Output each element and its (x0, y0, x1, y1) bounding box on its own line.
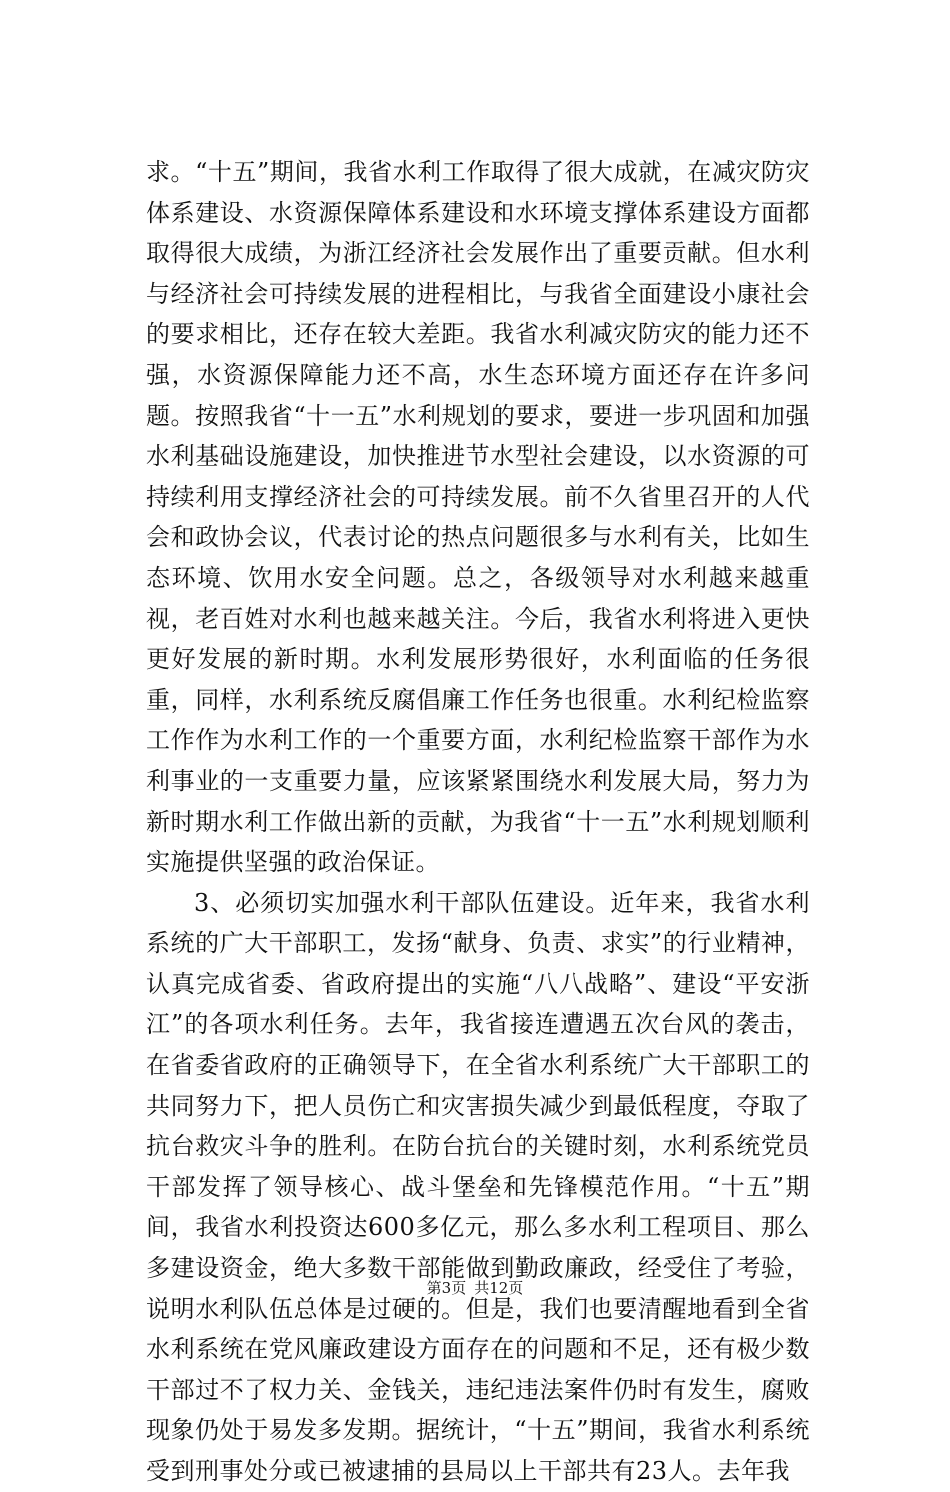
page-number: 第3页 (426, 1279, 467, 1297)
page-footer (0, 1278, 950, 1298)
page-total: 共12页 (474, 1279, 524, 1297)
paragraph-section-3: 3、必须切实加强水利干部队伍建设。近年来，我省水利系统的广大干部职工，发扬“献身、负责、求实”的行业精神，认真完成省委、省政府提出的实施“八八战略”、建设“平安浙江”的各项水利任务。去年，我省接连遭遇五次台风的袭击，在省委省政府的正确领导下，在全省水利系统广大干部职工的共同努力下，把人员伤亡和灾害损失减少到最低程度，夺取了抗台救灾斗争的胜利。在防台抗台的关键时刻，水利系统党员干部发挥了领导核心、战斗堡垒和先锋模范作用。“十五”期间，我省水利投资达600多亿元，那么多水利工程项目、那么多建设资金，绝大多数干部能做到勤政廉政，经受住了考验，说明水利队伍总体是过硬的。但是，我们也要清醒地看到全省水利系统在党风廉政建设方面存在的问题和不足，还有极少数干部过不了权力关、金钱关，违纪违法案件仍时有发生，腐败现象仍处于易发多发期。据统计，“十五”期间，我省水利系统受到刑事处分或已被逮捕的县局以上干部共有23人。去年我 (146, 888, 810, 1485)
paragraph-continued: 求。“十五”期间，我省水利工作取得了很大成就，在减灾防灾体系建设、水资源保障体系建设和水环境支撑体系建设方面都取得很大成绩，为浙江经济社会发展作出了重要贡献。但水利与经济社会可持续发展的进程相比，与我省全面建设小康社会的要求相比，还存在较大差距。我省水利减灾防灾的能力还不强，水资源保障能力还不高，水生态环境方面还存在许多问题。按照我省“十一五”水利规划的要求，要进一步巩固和加强水利基础设施建设，加快推进节水型社会建设，以水资源的可持续利用支撑经济社会的可持续发展。前不久省里召开的人代会和政协会议，代表讨论的热点问题很多与水利有关，比如生态环境、饮用水安全问题。总之，各级领导对水利越来越重视，老百姓对水利也越来越关注。今后，我省水利将进入更快更好发展的新时期。水利发展形势很好，水利面临的任务很重，同样，水利系统反腐倡廉工作任务也很重。水利纪检监察工作作为水利工作的一个重要方面，水利纪检监察干部作为水利事业的一支重要力量，应该紧紧围绕水利发展大局，努力为新时期水利工作做出新的贡献，为我省“十一五”水利规划顺利实施提供坚强的政治保证。 (146, 158, 810, 877)
